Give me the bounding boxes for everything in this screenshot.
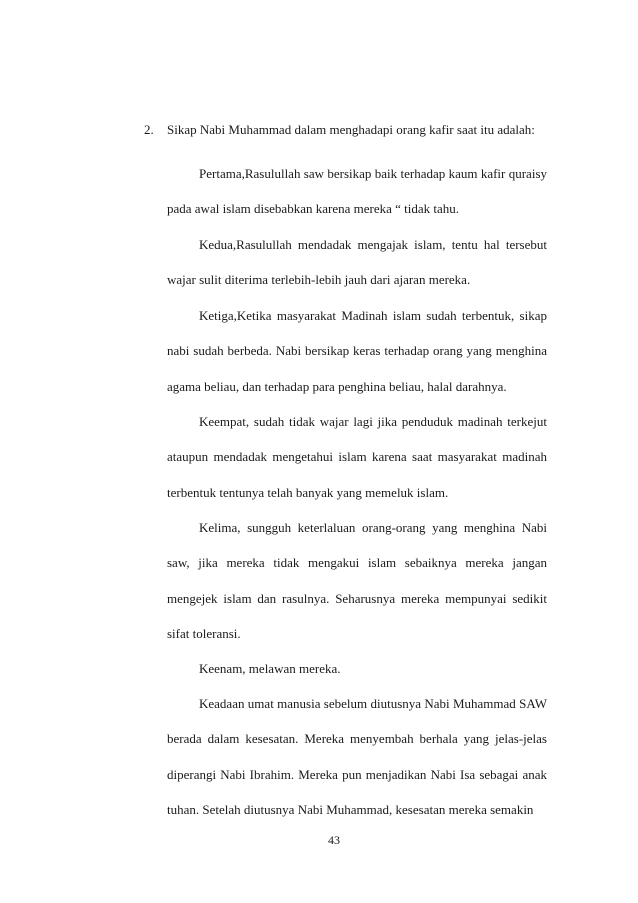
paragraph-kelima: Kelima, sungguh keterlaluan orang-orang yang menghina Nabi saw, jika mereka tidak mengakui islam sebaiknya mereka jangan mengejek islam dan rasulnya. Seharusnya mereka mempunyai sedikit sifat toleransi.: [167, 520, 547, 642]
paragraph-kedua: Kedua,Rasulullah mendadak mengajak islam, tentu hal tersebut wajar sulit diterima terlebih-lebih jauh dari ajaran mereka.: [167, 237, 547, 288]
paragraph-ketiga: Ketiga,Ketika masyarakat Madinah islam sudah terbentuk, sikap nabi sudah berbeda. Nabi bersikap keras terhadap orang yang menghina agama beliau, dan terhadap para penghina beliau, halal darahnya.: [167, 308, 547, 394]
paragraph-keempat: Keempat, sudah tidak wajar lagi jika penduduk madinah terkejut ataupun mendadak mengetahui islam karena saat masyarakat madinah terbentuk tentunya telah banyak yang memeluk islam.: [167, 414, 547, 500]
list-item-number: 2.: [144, 122, 154, 137]
paragraph-pertama: Pertama,Rasulullah saw bersikap baik terhadap kaum kafir quraisy pada awal islam disebabkan karena mereka “ tidak tahu.: [167, 166, 547, 217]
page-number: 43: [328, 833, 340, 847]
paragraph-keenam: Keenam, melawan mereka.: [199, 661, 341, 676]
list-item-heading: Sikap Nabi Muhammad dalam menghadapi orang kafir saat itu adalah:: [167, 122, 535, 137]
paragraph-keadaan: Keadaan umat manusia sebelum diutusnya Nabi Muhammad SAW berada dalam kesesatan. Mereka menyembah berhala yang jelas-jelas diperangi Nabi Ibrahim. Mereka pun menjadikan Nabi Isa sebagai anak tuhan. Setelah diutusnya Nabi Muhammad, kesesatan mereka semakin: [167, 696, 547, 818]
